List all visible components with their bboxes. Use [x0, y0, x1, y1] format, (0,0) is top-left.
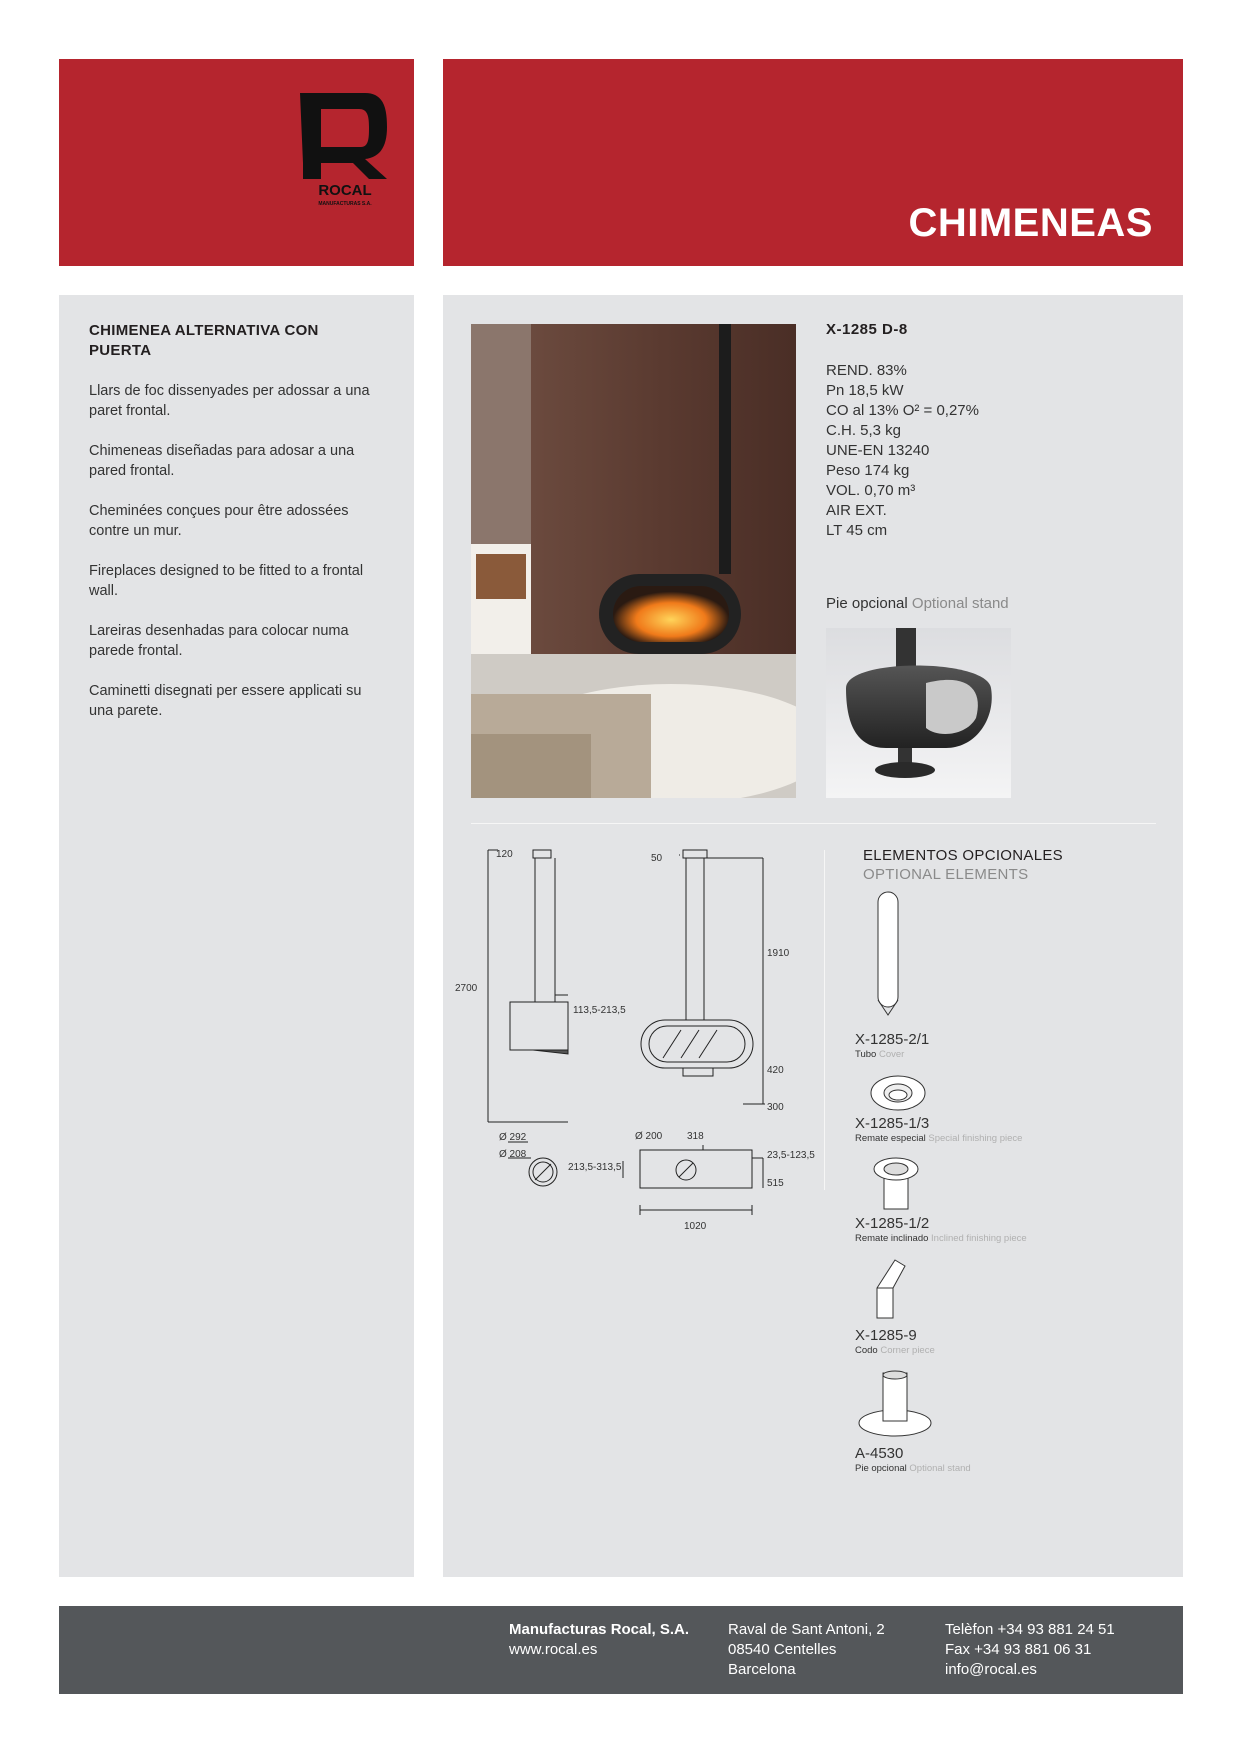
logo-subtitle: MANUFACTURAS S.A. — [318, 201, 372, 207]
rocal-logo — [295, 87, 395, 207]
optional-stand-icon — [855, 1367, 935, 1439]
dim-50: 50 — [651, 853, 663, 864]
stand-label-en: Optional stand — [911, 595, 1009, 612]
footer-address-line2: 08540 Centelles — [728, 1641, 837, 1658]
element-code-stand: A-4530 — [855, 1445, 904, 1462]
spec-co: CO al 13% O² = 0,27% — [826, 402, 979, 419]
element-label-corner: Codo Corner piece — [855, 1345, 935, 1356]
footer — [59, 1606, 1183, 1694]
optional-elements-heading — [863, 846, 1063, 884]
dim-120: 120 — [496, 849, 513, 860]
page-title: CHIMENEAS — [908, 201, 1153, 245]
description-italian: Caminetti disegnati per essere applicati su una parete. — [89, 683, 362, 719]
optional-title-en: OPTIONAL ELEMENTS — [863, 866, 1029, 883]
logo-panel — [59, 59, 414, 266]
footer-address-line3: Barcelona — [728, 1661, 796, 1678]
footer-web-link[interactable]: www.rocal.es — [509, 1641, 598, 1658]
footer-fax: Fax +34 93 881 06 31 — [945, 1641, 1092, 1658]
dim-208: Ø 208 — [499, 1149, 527, 1160]
stand-label: Pie opcional — [826, 595, 908, 612]
product-code: X-1285 D-8 — [826, 321, 908, 338]
dim-1020: 1020 — [684, 1221, 707, 1232]
element-label-tube: Tubo Cover — [855, 1049, 905, 1060]
dim-420: 420 — [767, 1065, 784, 1076]
spec-wood-load: C.H. 5,3 kg — [826, 422, 902, 439]
spec-standard: UNE-EN 13240 — [826, 442, 930, 459]
spec-volume: VOL. 0,70 m³ — [826, 482, 916, 499]
drawing-separator — [824, 850, 825, 1190]
element-code-inclined: X-1285-1/2 — [855, 1215, 930, 1232]
spec-weight: Peso 174 kg — [826, 462, 910, 479]
technical-drawing — [443, 840, 823, 1270]
description-portuguese: Lareiras desenhadas para colocar numa parede frontal. — [89, 623, 349, 659]
element-label-stand: Pie opcional Optional stand — [855, 1463, 971, 1474]
dim-1910: 1910 — [767, 948, 790, 959]
dim-200: Ø 200 — [635, 1131, 663, 1142]
element-code-corner: X-1285-9 — [855, 1327, 917, 1344]
description-panel — [59, 295, 414, 1577]
element-code-tube: X-1285-2/1 — [855, 1031, 930, 1048]
description-catalan: Llars de foc dissenyades per adossar a una paret frontal. — [89, 383, 370, 419]
dim-2700: 2700 — [455, 983, 478, 994]
product-photo — [471, 324, 796, 798]
element-label-special: Remate especial Special finishing piece — [855, 1133, 1023, 1144]
dim-213-313: 213,5-313,5 — [568, 1162, 622, 1173]
element-code-special: X-1285-1/3 — [855, 1115, 930, 1132]
dim-300: 300 — [767, 1102, 784, 1113]
section-divider — [471, 823, 1156, 824]
special-finishing-piece-icon — [868, 1073, 928, 1117]
tube-icon — [868, 890, 908, 1025]
stand-photo — [826, 628, 1011, 798]
footer-email-link[interactable]: info@rocal.es — [945, 1661, 1037, 1678]
footer-company: Manufacturas Rocal, S.A. — [509, 1621, 690, 1638]
spec-log-length: LT 45 cm — [826, 522, 888, 539]
description-spanish: Chimeneas diseñadas para adosar a una pared frontal. — [89, 443, 355, 479]
dim-113-213: 113,5-213,5 — [573, 1005, 626, 1016]
product-family-title: CHIMENEA ALTERNATIVA CON PUERTA — [89, 322, 319, 359]
dim-515: 515 — [767, 1178, 784, 1189]
element-label-inclined: Remate inclinado Inclined finishing piece — [855, 1233, 1027, 1244]
dim-318: 318 — [687, 1131, 704, 1142]
spec-power: Pn 18,5 kW — [826, 382, 904, 399]
footer-phone: Telèfon +34 93 881 24 51 — [945, 1621, 1115, 1638]
corner-piece-icon — [865, 1258, 915, 1324]
dim-23-123: 23,5-123,5 — [767, 1150, 815, 1161]
spec-air: AIR EXT. — [826, 502, 887, 519]
description-french: Cheminées conçues pour être adossées contre un mur. — [89, 503, 349, 539]
spec-list — [826, 361, 979, 541]
footer-address-line1: Raval de Sant Antoni, 2 — [728, 1621, 885, 1638]
product-panel — [443, 295, 1183, 1577]
optional-title: ELEMENTOS OPCIONALES — [863, 847, 1063, 864]
footer-company-block — [509, 1620, 689, 1660]
footer-contact-block — [945, 1620, 1115, 1680]
inclined-finishing-piece-icon — [871, 1155, 921, 1215]
footer-address-block — [728, 1620, 885, 1680]
dim-292: Ø 292 — [499, 1132, 527, 1143]
header-banner — [443, 59, 1183, 266]
stand-caption — [826, 595, 1009, 612]
logo-brand-name: ROCAL — [318, 182, 372, 199]
spec-efficiency: REND. 83% — [826, 362, 907, 379]
description-english: Fireplaces designed to be fitted to a frontal wall. — [89, 563, 364, 599]
